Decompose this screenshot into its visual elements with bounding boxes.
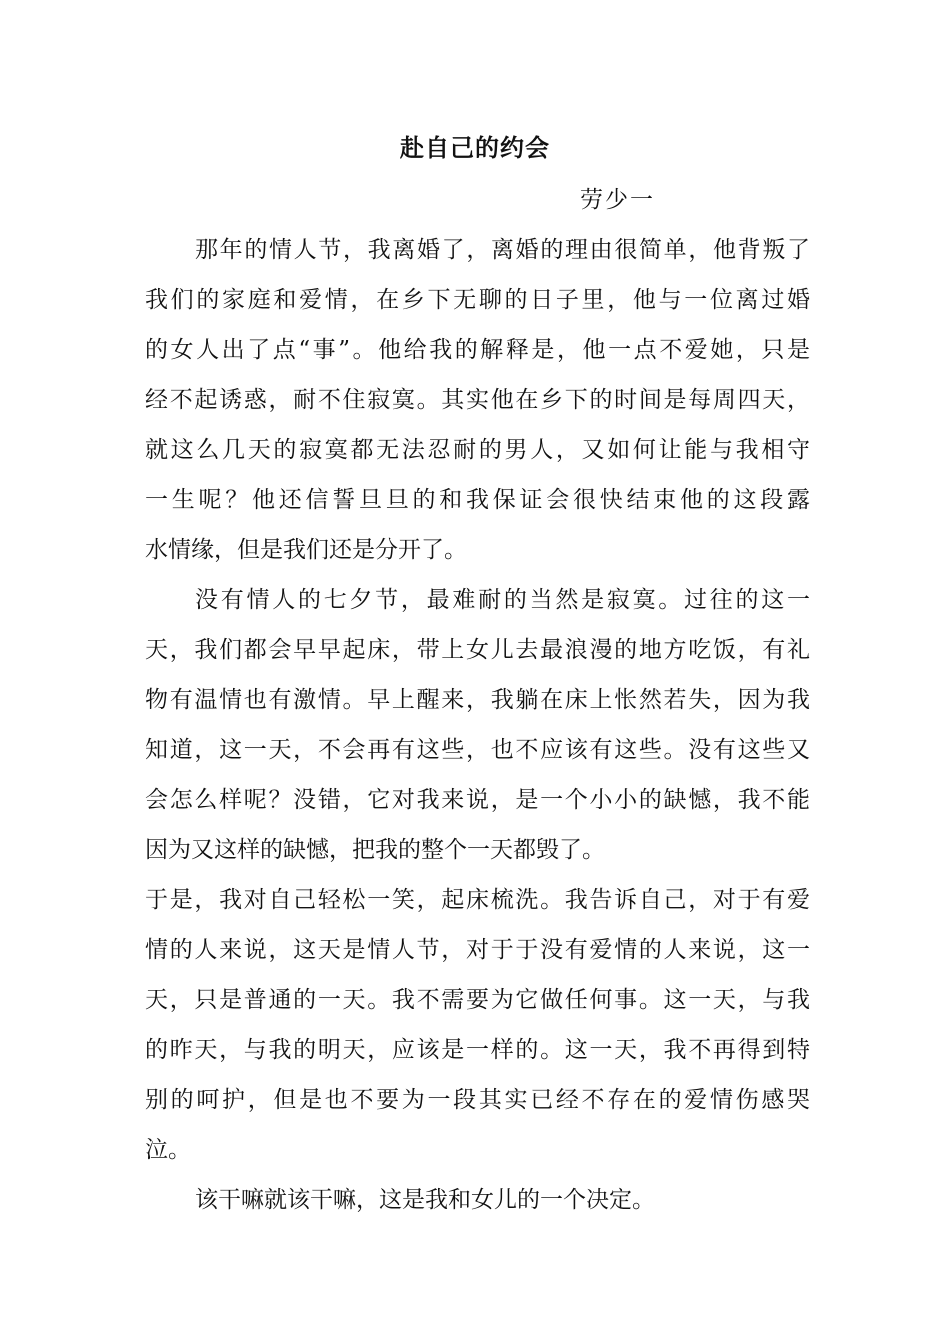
paragraph-line: 情的人来说，这天是情人节，对于于没有爱情的人来说，这一 bbox=[145, 937, 810, 963]
paragraph-line: 泣。 bbox=[145, 1137, 191, 1163]
paragraph-line: 我们的家庭和爱情，在乡下无聊的日子里，他与一位离过婚 bbox=[145, 287, 810, 313]
paragraph-line: 天，只是普通的一天。我不需要为它做任何事。这一天，与我 bbox=[145, 987, 810, 1013]
paragraph-line: 就这么几天的寂寞都无法忍耐的男人，又如何让能与我相守 bbox=[145, 437, 810, 463]
paragraph-line: 水情缘，但是我们还是分开了。 bbox=[145, 537, 467, 563]
paragraph-line: 于是，我对自己轻松一笑，起床梳洗。我告诉自己，对于有爱 bbox=[145, 887, 810, 913]
paragraph-line: 会怎么样呢？没错，它对我来说，是一个小小的缺憾，我不能 bbox=[145, 787, 810, 813]
paragraph-line: 的昨天，与我的明天，应该是一样的。这一天，我不再得到特 bbox=[145, 1037, 810, 1063]
paragraph-line: 天，我们都会早早起床，带上女儿去最浪漫的地方吃饭，有礼 bbox=[145, 637, 810, 663]
paragraph-line: 别的呵护，但是也不要为一段其实已经不存在的爱情伤感哭 bbox=[145, 1087, 810, 1113]
paragraph-line: 没有情人的七夕节，最难耐的当然是寂寞。过往的这一 bbox=[195, 587, 810, 613]
document-author: 劳少一 bbox=[580, 187, 655, 213]
paragraph-line: 因为又这样的缺憾，把我的整个一天都毁了。 bbox=[145, 837, 605, 863]
paragraph-line: 物有温情也有激情。早上醒来，我躺在床上怅然若失，因为我 bbox=[145, 687, 810, 713]
paragraph-line: 知道，这一天，不会再有这些，也不应该有这些。没有这些又 bbox=[145, 737, 810, 763]
paragraph-line: 经不起诱惑，耐不住寂寞。其实他在乡下的时间是每周四天， bbox=[145, 387, 810, 413]
paragraph-line: 该干嘛就该干嘛，这是我和女儿的一个决定。 bbox=[195, 1187, 655, 1213]
document-title: 赴自己的约会 bbox=[400, 133, 550, 162]
paragraph-line: 一生呢？他还信誓旦旦的和我保证会很快结束他的这段露 bbox=[145, 487, 810, 513]
paragraph-line: 那年的情人节，我离婚了，离婚的理由很简单，他背叛了 bbox=[195, 237, 810, 263]
paragraph-line: 的女人出了点“事”。他给我的解释是，他一点不爱她，只是 bbox=[145, 337, 810, 363]
